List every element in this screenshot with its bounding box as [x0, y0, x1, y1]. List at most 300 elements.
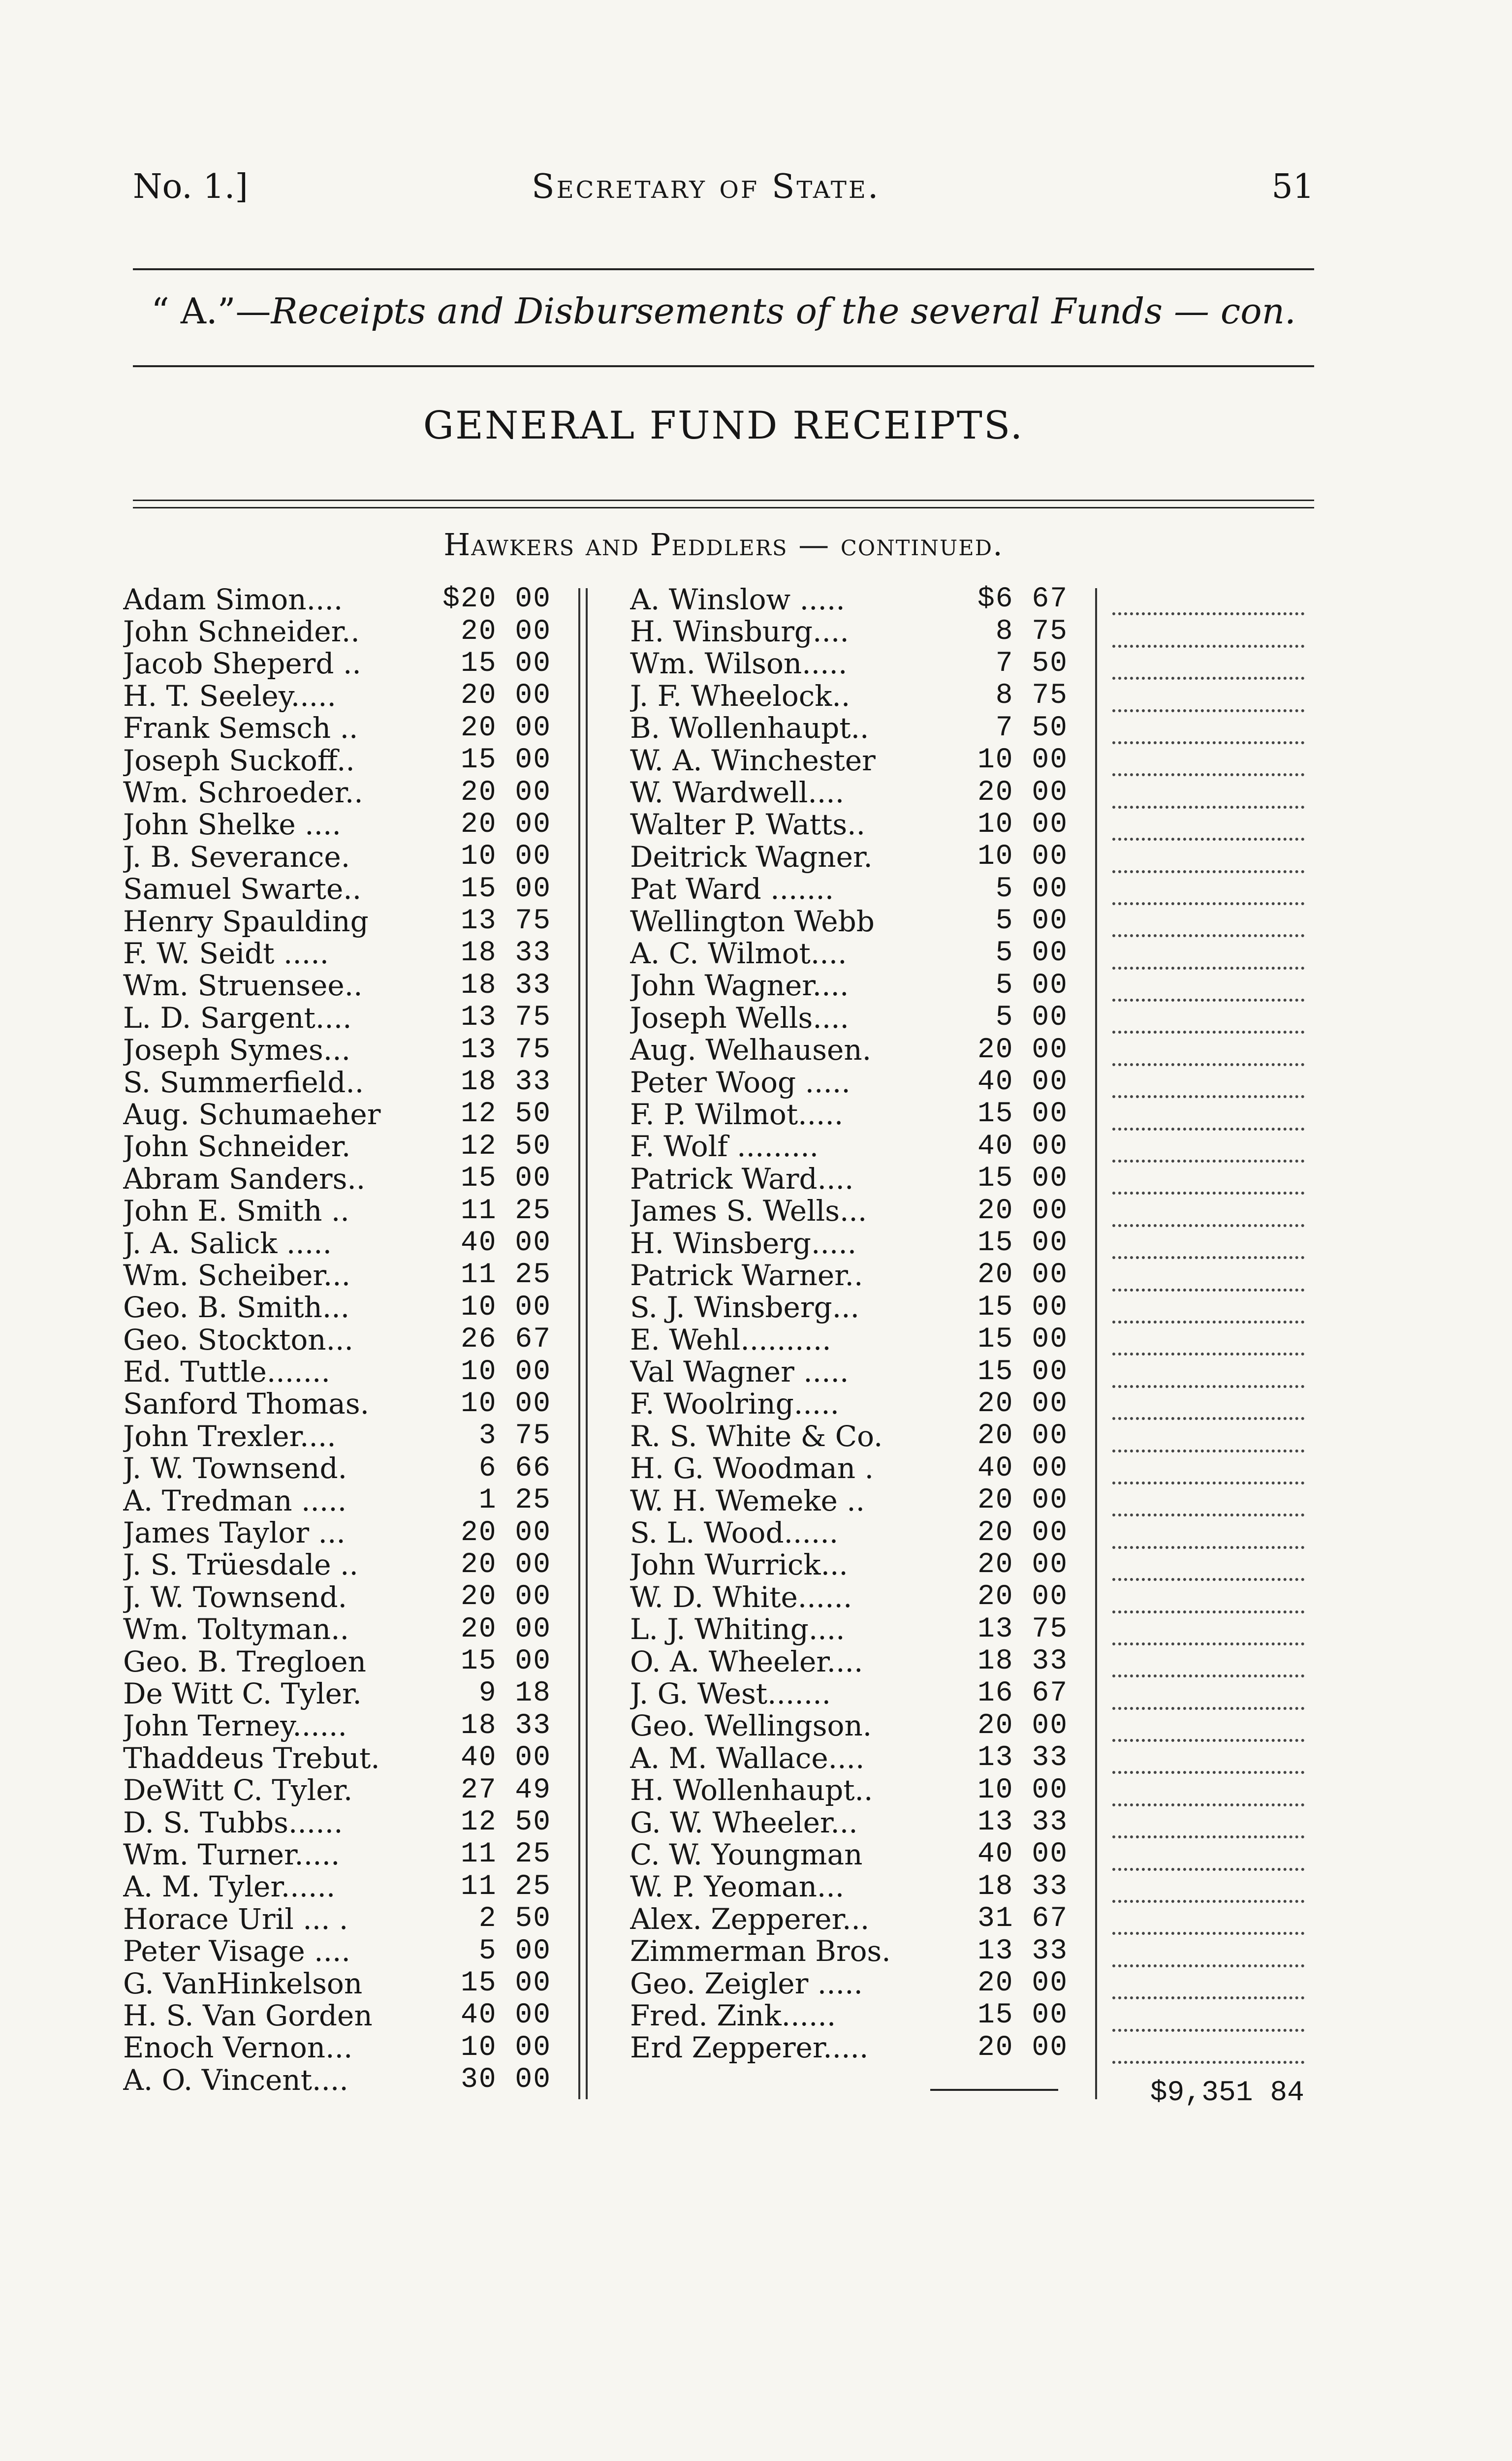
leader-dots [1112, 1710, 1304, 1742]
table-row [630, 1677, 1073, 1709]
table-row [630, 1935, 1073, 1967]
payer-name: J. W. Townsend. [123, 1451, 347, 1485]
leader-dots [1112, 1838, 1304, 1870]
table-row [123, 776, 566, 808]
payer-name: R. S. White & Co. [630, 1419, 883, 1453]
payer-name: Alex. Zepperer... [630, 1902, 870, 1936]
amount: 11 25 [460, 1195, 551, 1227]
payer-name: Wm. Scheiber... [123, 1258, 351, 1292]
table-row [630, 873, 1073, 905]
payer-name: Wm. Turner..... [123, 1837, 340, 1871]
leader-dots [1112, 1516, 1304, 1548]
leader-dots [1112, 744, 1304, 776]
leader-dots [1112, 1967, 1304, 1999]
table-row [123, 2064, 566, 2096]
payer-name: Pat Ward ....... [630, 872, 834, 906]
payer-name: W. Wardwell.... [630, 776, 845, 810]
amount: 10 00 [460, 1388, 551, 1420]
amount: 12 50 [460, 1130, 551, 1163]
amount: 5 00 [995, 1002, 1068, 1034]
leader-dots [1112, 905, 1304, 937]
amount: 40 00 [460, 1227, 551, 1259]
table-row [630, 1131, 1073, 1163]
amount: 11 25 [460, 1870, 551, 1903]
leader-dots [1112, 583, 1304, 615]
leader-dots [1112, 1903, 1304, 1935]
amount: 40 00 [977, 1130, 1068, 1163]
leader-dots [1112, 1324, 1304, 1356]
amount: 5 00 [995, 937, 1068, 970]
amount: 15 00 [977, 1324, 1068, 1356]
column-divider-1a [578, 588, 580, 2099]
payer-name: F. Woolring..... [630, 1387, 840, 1421]
table-row [630, 1999, 1073, 2031]
table-row [123, 970, 566, 1002]
payer-name: John Schneider.. [123, 615, 360, 649]
amount: 7 50 [995, 712, 1068, 744]
amount: 18 33 [977, 1645, 1068, 1678]
payer-name: Patrick Ward.... [630, 1162, 854, 1196]
amount: 2 50 [478, 1903, 551, 1935]
leader-dots [1112, 1581, 1304, 1613]
caption-prefix: “ A.”— [151, 290, 271, 332]
amount: 18 33 [460, 1709, 551, 1742]
leader-dots [1112, 1131, 1304, 1163]
amount: 15 00 [460, 873, 551, 905]
payer-name: J. G. West....... [630, 1676, 831, 1710]
amount: 5 00 [995, 905, 1068, 938]
table-row [630, 1356, 1073, 1388]
amount: 13 75 [977, 1613, 1068, 1645]
leader-dots [1112, 1774, 1304, 1806]
table-row [123, 1903, 566, 1935]
amount: 20 00 [977, 1484, 1068, 1517]
amount: 15 00 [977, 1356, 1068, 1388]
table-row [630, 2032, 1073, 2064]
payer-name: James Taylor ... [123, 1516, 346, 1550]
table-row [630, 1710, 1073, 1742]
amount: 40 00 [460, 1742, 551, 1774]
leader-dots [1112, 873, 1304, 905]
amount: 13 33 [977, 1806, 1068, 1839]
table-row [123, 1324, 566, 1356]
receipts-column-2 [630, 583, 1073, 2064]
amount: 30 00 [460, 2064, 551, 2096]
payer-name: H. Winsberg..... [630, 1226, 857, 1260]
payer-name: A. M. Wallace.... [630, 1741, 865, 1775]
amount: 20 00 [977, 1195, 1068, 1227]
leader-dots [1112, 1388, 1304, 1420]
table-row [630, 1742, 1073, 1774]
payer-name: A. Tredman ..... [123, 1483, 347, 1517]
table-row [123, 1710, 566, 1742]
table-row [630, 1292, 1073, 1324]
caption-rule [133, 365, 1314, 367]
payer-name: Peter Visage .... [123, 1934, 350, 1968]
table-row [630, 1066, 1073, 1098]
table-row [123, 841, 566, 873]
table-row [630, 1452, 1073, 1484]
payer-name: B. Wollenhaupt.. [630, 711, 869, 745]
payer-name: J. F. Wheelock.. [630, 679, 850, 713]
payer-name: Jacob Sheperd .. [123, 647, 361, 681]
payer-name: Peter Woog ..... [630, 1065, 850, 1099]
amount: 20 00 [977, 1581, 1068, 1613]
payer-name: DeWitt C. Tyler. [123, 1773, 353, 1807]
table-row [630, 1774, 1073, 1806]
payer-name: Erd Zepperer..... [630, 2031, 869, 2065]
payer-name: S. L. Wood...... [630, 1516, 839, 1550]
amount: 10 00 [977, 808, 1068, 841]
amount: 20 00 [460, 615, 551, 648]
payer-name: James S. Wells... [630, 1194, 867, 1228]
table-row [630, 776, 1073, 808]
payer-name: John Shelke .... [123, 808, 341, 842]
leader-dots [1112, 1420, 1304, 1452]
amount: 15 00 [977, 1163, 1068, 1195]
table-row [630, 1420, 1073, 1452]
section-title: GENERAL FUND RECEIPTS. [423, 404, 1024, 448]
table-row [123, 1806, 566, 1838]
payer-name: Horace Uril ... . [123, 1902, 348, 1936]
amount: $20 00 [442, 583, 551, 616]
payer-name: Adam Simon.... [123, 582, 343, 616]
amount: 16 67 [977, 1677, 1068, 1710]
table-row [123, 1420, 566, 1452]
amount: 5 00 [478, 1935, 551, 1967]
payer-name: Joseph Suckoff.. [123, 743, 355, 777]
leader-dots [1112, 1645, 1304, 1677]
table-row [123, 937, 566, 969]
payer-name: Geo. Zeigler ..... [630, 1966, 863, 2000]
amount: 20 00 [460, 808, 551, 841]
table-row [123, 1066, 566, 1098]
leader-dots [1112, 1098, 1304, 1130]
amount: 15 00 [460, 744, 551, 777]
payer-name: L. D. Sargent.... [123, 1001, 352, 1035]
payer-name: H. G. Woodman . [630, 1451, 874, 1485]
leader-dots [1112, 1871, 1304, 1903]
payer-name: Wm. Struensee.. [123, 969, 363, 1003]
amount: 20 00 [977, 1420, 1068, 1452]
payer-name: Sanford Thomas. [123, 1387, 370, 1421]
amount: 3 75 [478, 1420, 551, 1452]
table-row [123, 1259, 566, 1291]
payer-name: F. W. Seidt ..... [123, 937, 329, 970]
leader-dots [1112, 1452, 1304, 1484]
amount: 15 00 [977, 1098, 1068, 1131]
amount: 15 00 [977, 1291, 1068, 1324]
page-number: 51 [1271, 167, 1314, 206]
table-row [630, 1516, 1073, 1548]
leader-dots [1112, 1935, 1304, 1967]
table-row [630, 1613, 1073, 1645]
column-divider-2 [1095, 588, 1097, 2099]
table-row [630, 1838, 1073, 1870]
payer-name: W. H. Wemeke .. [630, 1483, 865, 1517]
amount: 40 00 [460, 1999, 551, 2032]
table-row [123, 1356, 566, 1388]
table-row [123, 1034, 566, 1066]
amount: 13 75 [460, 1002, 551, 1034]
leader-dots [1112, 1066, 1304, 1098]
leader-dots [1112, 1195, 1304, 1227]
grand-total: $9,351 84 [1150, 2077, 1304, 2109]
amount: 10 00 [977, 841, 1068, 873]
leader-dots [1112, 615, 1304, 647]
amount: 20 00 [977, 1967, 1068, 1999]
table-row [630, 1195, 1073, 1227]
payer-name: John Wurrick... [630, 1548, 848, 1582]
amount: 20 00 [460, 1516, 551, 1549]
table-row [123, 1163, 566, 1195]
leader-dots [1112, 1163, 1304, 1195]
amount: 10 00 [460, 2031, 551, 2064]
table-row [123, 1613, 566, 1645]
amount: 10 00 [460, 841, 551, 873]
table-row [123, 1516, 566, 1548]
payer-name: John E. Smith .. [123, 1194, 349, 1228]
payer-name: Zimmerman Bros. [630, 1934, 891, 1968]
amount: 13 75 [460, 905, 551, 938]
payer-name: A. O. Vincent.... [123, 2063, 348, 2097]
payer-name: Wm. Schroeder.. [123, 776, 363, 810]
table-row [630, 1324, 1073, 1356]
amount: 31 67 [977, 1903, 1068, 1935]
table-row [123, 809, 566, 841]
payer-name: G. W. Wheeler... [630, 1805, 858, 1839]
table-row [123, 1131, 566, 1163]
payer-name: Samuel Swarte.. [123, 872, 362, 906]
payer-name: Wm. Wilson..... [630, 647, 848, 681]
amount: 20 00 [977, 1388, 1068, 1420]
table-row [123, 2032, 566, 2064]
amount: 10 00 [460, 1356, 551, 1388]
amount: 20 00 [460, 1548, 551, 1581]
table-row [630, 712, 1073, 744]
table-row [123, 1549, 566, 1581]
table-row [123, 583, 566, 615]
leader-dots [1112, 1677, 1304, 1709]
leader-dots [1112, 1227, 1304, 1259]
payer-name: Geo. B. Smith... [123, 1291, 350, 1325]
amount: 8 75 [995, 615, 1068, 648]
document-number: No. 1.] [133, 167, 248, 206]
payer-name: J. S. Trüesdale .. [123, 1548, 358, 1582]
table-row [123, 1774, 566, 1806]
amount: 10 00 [977, 744, 1068, 777]
payer-name: Deitrick Wagner. [630, 840, 873, 874]
payer-name: Walter P. Watts.. [630, 808, 866, 842]
amount: 40 00 [977, 1452, 1068, 1484]
amount: 5 00 [995, 873, 1068, 905]
table-row [630, 1163, 1073, 1195]
payer-name: Fred. Zink...... [630, 1998, 836, 2032]
amount: 15 00 [977, 1227, 1068, 1259]
total-rule [930, 2089, 1058, 2091]
leader-dots [1112, 1613, 1304, 1645]
payer-name: John Terney...... [123, 1709, 347, 1743]
leader-dots [1112, 776, 1304, 808]
payer-name: John Trexler.... [123, 1419, 336, 1453]
payer-name: E. Wehl.......... [630, 1323, 831, 1357]
amount: 40 00 [977, 1838, 1068, 1871]
table-row [123, 1871, 566, 1903]
payer-name: J. A. Salick ..... [123, 1226, 332, 1260]
table-row [123, 1645, 566, 1677]
amount: 5 00 [995, 969, 1068, 1002]
payer-name: W. D. White...... [630, 1580, 852, 1614]
table-row [123, 1195, 566, 1227]
payer-name: Patrick Warner.. [630, 1258, 863, 1292]
table-row [123, 680, 566, 712]
payer-name: Enoch Vernon... [123, 2031, 353, 2065]
table-row [630, 1259, 1073, 1291]
payer-name: Henry Spaulding [123, 904, 369, 938]
payer-name: Aug. Schumaeher [123, 1097, 381, 1131]
payer-name: S. Summerfield.. [123, 1065, 364, 1099]
payer-name: Wm. Toltyman.. [123, 1612, 349, 1646]
table-row [630, 1903, 1073, 1935]
caption-text: Receipts and Disbursements of the several Funds — con. [271, 290, 1296, 332]
amount: $6 67 [977, 583, 1068, 616]
table-row [123, 873, 566, 905]
payer-name: Aug. Welhausen. [630, 1033, 872, 1067]
payer-name: F. P. Wilmot..... [630, 1097, 844, 1131]
amount: 20 00 [460, 1613, 551, 1645]
leader-dots [1112, 1002, 1304, 1034]
table-row [630, 648, 1073, 680]
amount: 20 00 [977, 1259, 1068, 1292]
table-row [630, 1227, 1073, 1259]
amount: 1 25 [478, 1484, 551, 1517]
table-row [123, 1838, 566, 1870]
table-row [630, 1034, 1073, 1066]
payer-name: H. Wollenhaupt.. [630, 1773, 873, 1807]
amount: 15 00 [460, 647, 551, 680]
table-caption [133, 290, 1314, 332]
leader-dots [1112, 809, 1304, 841]
amount: 10 00 [460, 1291, 551, 1324]
payer-name: A. Winslow ..... [630, 582, 845, 616]
amount: 20 00 [977, 1548, 1068, 1581]
table-row [630, 1388, 1073, 1420]
sub-title: Hawkers and Peddlers — continued. [443, 527, 1004, 563]
table-row [630, 1645, 1073, 1677]
amount: 13 33 [977, 1935, 1068, 1967]
leader-dots [1112, 937, 1304, 969]
table-row [123, 1227, 566, 1259]
table-row [123, 1742, 566, 1774]
amount: 13 75 [460, 1034, 551, 1066]
payer-name: J. B. Severance. [123, 840, 350, 874]
table-row [123, 712, 566, 744]
table-row [630, 1581, 1073, 1613]
amount: 18 33 [460, 1066, 551, 1099]
payer-name: C. W. Youngman [630, 1837, 863, 1871]
payer-name: H. T. Seeley..... [123, 679, 336, 713]
amount: 26 67 [460, 1324, 551, 1356]
leader-dots [1112, 680, 1304, 712]
table-row [123, 905, 566, 937]
payer-name: Geo. B. Tregloen [123, 1644, 366, 1678]
amount: 27 49 [460, 1774, 551, 1806]
table-row [123, 1677, 566, 1709]
payer-name: A. M. Tyler...... [123, 1870, 336, 1904]
payer-name: Wellington Webb [630, 904, 875, 938]
payer-name: Val Wagner ..... [630, 1355, 849, 1389]
running-title: Secretary of State. [532, 167, 881, 206]
table-row [123, 615, 566, 647]
header-rule [133, 268, 1314, 270]
amount: 15 00 [460, 1967, 551, 1999]
table-row [630, 937, 1073, 969]
table-row [630, 583, 1073, 615]
amount: 18 33 [460, 969, 551, 1002]
table-row [630, 1806, 1073, 1838]
leader-dots [1112, 1259, 1304, 1291]
amount: 12 50 [460, 1098, 551, 1131]
leader-dots [1112, 1292, 1304, 1324]
table-row [123, 1935, 566, 1967]
payer-name: Abram Sanders.. [123, 1162, 366, 1196]
table-row [630, 905, 1073, 937]
payer-name: G. VanHinkelson [123, 1966, 363, 2000]
payer-name: A. C. Wilmot.... [630, 937, 847, 970]
leader-dots [1112, 1034, 1304, 1066]
leader-dots [1112, 2032, 1304, 2064]
leader-dots [1112, 648, 1304, 680]
amount: 18 33 [977, 1870, 1068, 1903]
running-head [133, 167, 1314, 217]
payer-name: Frank Semsch .. [123, 711, 358, 745]
table-row [630, 1002, 1073, 1034]
table-row [630, 615, 1073, 647]
amount: 13 33 [977, 1742, 1068, 1774]
amount: 6 66 [478, 1452, 551, 1484]
payer-name: H. S. Van Gorden [123, 1998, 373, 2032]
payer-name: Joseph Symes... [123, 1033, 351, 1067]
leader-dots [1112, 970, 1304, 1002]
payer-name: L. J. Whiting.... [630, 1612, 845, 1646]
amount: 20 00 [460, 1581, 551, 1613]
table-row [123, 648, 566, 680]
table-row [630, 1871, 1073, 1903]
table-row [123, 1388, 566, 1420]
table-row [123, 1967, 566, 1999]
payer-name: F. Wolf ......... [630, 1130, 819, 1164]
amount: 15 00 [460, 1163, 551, 1195]
table-row [123, 1098, 566, 1130]
amount: 8 75 [995, 680, 1068, 712]
table-row [630, 680, 1073, 712]
table-row [123, 1292, 566, 1324]
payer-name: John Schneider. [123, 1130, 351, 1164]
receipts-column-1 [123, 583, 566, 2096]
amount: 20 00 [977, 1034, 1068, 1066]
payer-name: O. A. Wheeler.... [630, 1644, 863, 1678]
leader-dots [1112, 841, 1304, 873]
payer-name: J. W. Townsend. [123, 1580, 347, 1614]
table-row [123, 1452, 566, 1484]
table-row [123, 1002, 566, 1034]
payer-name: H. Winsburg.... [630, 615, 849, 649]
leader-dots [1112, 1806, 1304, 1838]
payer-name: W. P. Yeoman... [630, 1870, 845, 1904]
table-row [630, 1549, 1073, 1581]
table-row [123, 744, 566, 776]
payer-name: Joseph Wells.... [630, 1001, 849, 1035]
